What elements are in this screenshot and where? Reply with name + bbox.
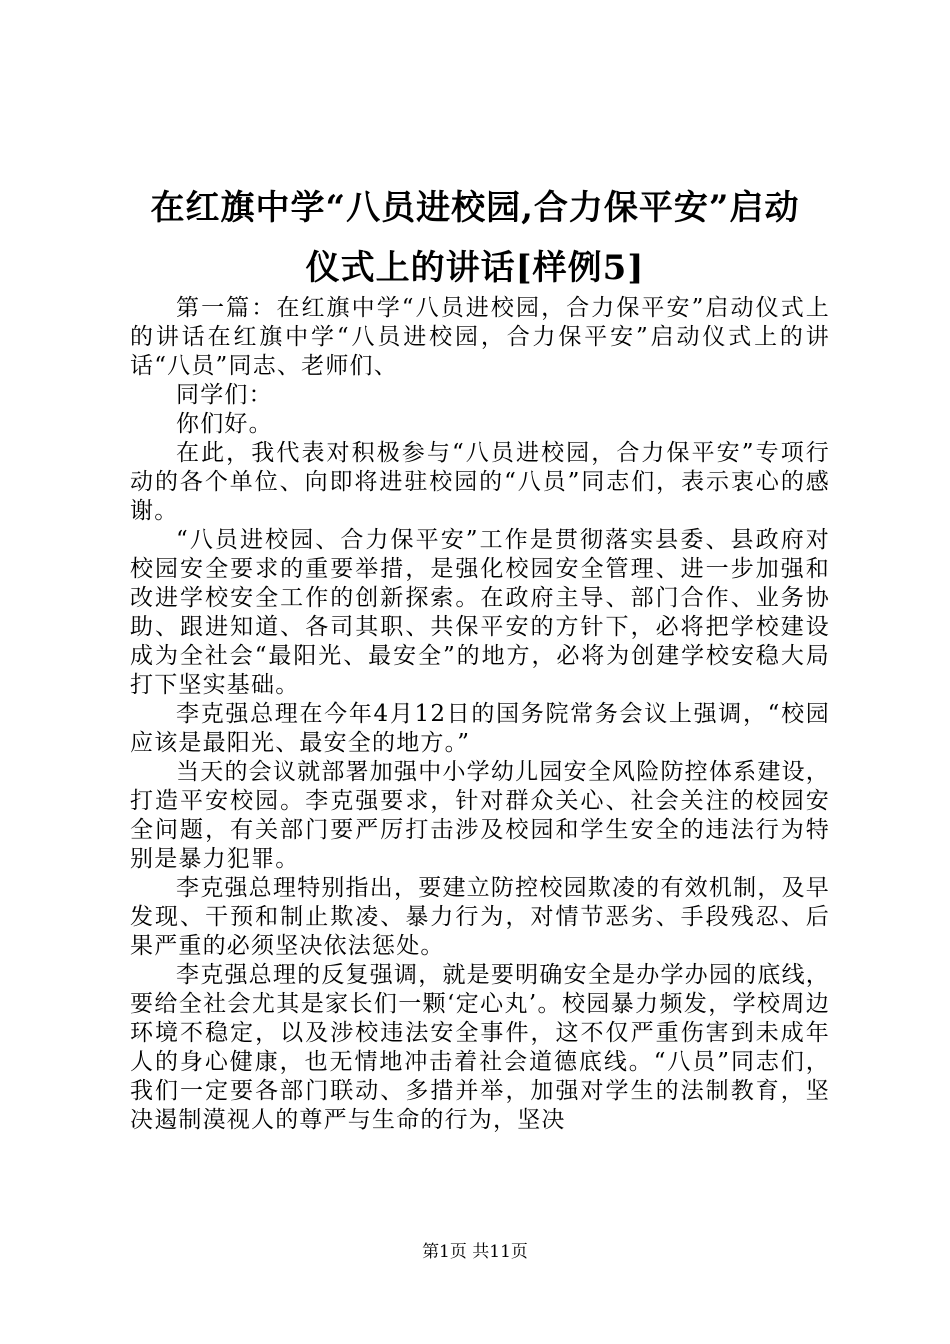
paragraph: “八员进校园、合力保平安”工作是贯彻落实县委、县政府对校园安全要求的重要举措，是强化校园安全管理、进一步加强和改进学校安全工作的创新探索。在政府主导、部门合作、业务协助、跟进知道、各司其职、共保平安的方针下，必将把学校建设成为全社会“最阳光、最安全”的地方，必将为创建学校安稳大局打下坚实基础。 [130,527,830,698]
paragraph: 同学们： [176,382,273,408]
paragraph: 李克强总理在今年4月12日的国务院常务会议上强调，“校园应该是最阳光、最安全的地方。” [130,701,830,756]
paragraph: 李克强总理特别指出，要建立防控校园欺凌的有效机制，及早发现、干预和制止欺凌、暴力行为，对情节恶劣、手段残忍、后果严重的必须坚决依法惩处。 [130,875,830,959]
page-number-footer: 第1页 共11页 [422,1242,528,1262]
paragraph: 李克强总理的反复强调，就是要明确安全是办学办园的底线，要给全社会尤其是家长们一颗‘定心丸’。校园暴力频发，学校周边环境不稳定，以及涉校违法安全事件，这不仅严重伤害到未成年人的身心健康，也无情地冲击着社会道德底线。“八员”同志们，我们一定要各部门联动、多措并举，加强对学生的法制教育，坚决遏制漠视人的尊严与生命的行为，坚决 [130,962,830,1133]
title-line-2: 仪式上的讲话[样例5] [305,248,645,288]
paragraph: 你们好。 [176,411,273,437]
document-title [110,178,840,298]
title-line-1: 在红旗中学“八员进校园,合力保平安”启动 [150,188,800,228]
document-body [130,294,830,1135]
paragraph: 在此，我代表对积极参与“八员进校园，合力保平安”专项行动的各个单位、向即将进驻校园的“八员”同志们，表示衷心的感谢。 [130,440,830,524]
paragraph: 第一篇：在红旗中学“八员进校园，合力保平安”启动仪式上的讲话在红旗中学“八员进校园，合力保平安”启动仪式上的讲话“八员”同志、老师们、 [130,295,830,379]
paragraph: 当天的会议就部署加强中小学幼儿园安全风险防控体系建设，打造平安校园。李克强要求，针对群众关心、社会关注的校园安全问题，有关部门要严厉打击涉及校园和学生安全的违法行为特别是暴力犯罪。 [130,759,830,872]
